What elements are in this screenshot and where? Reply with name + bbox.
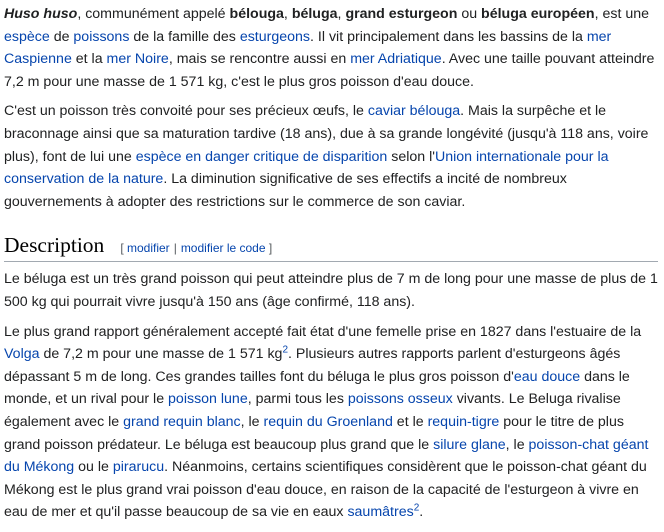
link-poisson-lune[interactable]: poisson lune — [168, 391, 248, 408]
link-poissons[interactable]: poissons — [73, 28, 130, 45]
link-caviar-belouga[interactable]: caviar bélouga — [367, 103, 461, 120]
link-poisson-chat-geant[interactable]: poisson-chat géant du Mékong — [4, 436, 649, 476]
link-mer-caspienne[interactable]: mer Caspienne — [4, 28, 612, 68]
section-heading-description — [4, 232, 658, 262]
reference-2[interactable]: 2 — [282, 344, 288, 356]
link-uicn[interactable]: Union internationale pour la conservation de la nature — [4, 148, 609, 188]
link-mer-noire[interactable]: mer Noire — [106, 51, 169, 68]
edit-section-links: [ modifier | modifier le code ] — [120, 241, 273, 256]
link-requin-tigre[interactable]: requin-tigre — [427, 413, 500, 430]
link-pirarucu[interactable]: pirarucu — [112, 459, 165, 476]
link-eau-douce[interactable]: eau douce — [513, 368, 581, 385]
link-grand-requin-blanc[interactable]: grand requin blanc — [123, 413, 241, 430]
link-volga[interactable]: Volga — [4, 346, 40, 363]
edit-code-link[interactable]: modifier le code — [180, 241, 266, 256]
reference-2-second[interactable]: 2 — [413, 502, 420, 514]
link-espece-en-danger[interactable]: espèce en danger critique de disparition — [135, 148, 388, 165]
link-esturgeons[interactable]: esturgeons — [239, 28, 311, 45]
link-mer-adriatique[interactable]: mer Adriatique — [350, 51, 442, 68]
common-name-beluga: béluga — [291, 6, 338, 22]
edit-link[interactable]: modifier — [127, 241, 170, 256]
intro-paragraph-1: Huso huso, communément appelé bélouga, béluga, grand esturgeon ou béluga européen, est une espèce de poissons de la famille des esturgeons. Il vit principalement dans les bassins de la mer Caspienne et la mer Noire, mais se rencontre aussi en mer Adriatique. Avec une taille pouvant atteindre 7,2 m pour une masse de 1 571 kg, c'est le plus gros poisson d'eau douce. — [4, 6, 655, 90]
description-paragraph-1: Le béluga est un très grand poisson qui peut atteindre plus de 7 m de long pour une masse de plus de 1 500 kg qui pourrait vivre jusqu'à 150 ans (âge confirmé, 118 ans). — [4, 271, 658, 310]
link-requin-du-groenland[interactable]: requin du Groenland — [263, 413, 393, 430]
common-name-beluga-europeen: béluga européen — [481, 6, 595, 22]
article-body — [4, 0, 658, 531]
common-name-belouga: bélouga — [229, 6, 284, 22]
link-silure-glane[interactable]: silure glane — [433, 436, 506, 453]
link-poissons-osseux[interactable]: poissons osseux — [347, 391, 453, 408]
section-title: Description — [4, 233, 105, 258]
description-paragraph-2: Le plus grand rapport généralement accepté fait état d'une femelle prise en 1827 dans l'estuaire de la Volga de 7,2 m pour une masse de 1 571 kg$^2$. Plusieurs autres rapports parlent d'esturgeons âgés dépassant 5 m de long. Ces grandes tailles font du béluga le plus gros poisson d'eau douce dans le monde, et un rival pour le poisson lune, parmi tous les poissons osseux vivants. Le Beluga rivalise également avec le grand requin blanc, le requin du Groenland et le requin-tigre pour le titre de plus grand poisson prédateur. Le béluga est beaucoup plus grand que le silure glane, le poisson-chat géant du Mékong ou le pirarucu. Néanmoins, certains scientifiques considèrent que le poisson-chat géant du Mékong est le plus grand vrai poisson d'eau douce, en raison de la capacité de l'esturgeon à vivre en eau de mer et qu'il passe beaucoup de sa vie en eaux saumâtres$^2$. — [4, 323, 649, 521]
link-espece[interactable]: espèce — [4, 28, 50, 45]
common-name-grand-esturgeon: grand esturgeon — [345, 6, 458, 22]
link-saumatres[interactable]: saumâtres — [347, 504, 414, 521]
intro-paragraph-2: C'est un poisson très convoité pour ses précieux œufs, le caviar bélouga. Mais la surpêche et le braconnage ainsi que sa maturation tardive (18 ans), due à sa grande longévité (jusqu'à 118 ans, voire plus), font de lui une espèce en danger critique de disparition selon l'Union internationale pour la conservation de la nature. La diminution significative de ses effectifs a incité de nombreux gouvernements à adopter des restrictions sur le commerce de son caviar. — [4, 103, 649, 210]
species-name: Huso huso — [4, 6, 78, 22]
